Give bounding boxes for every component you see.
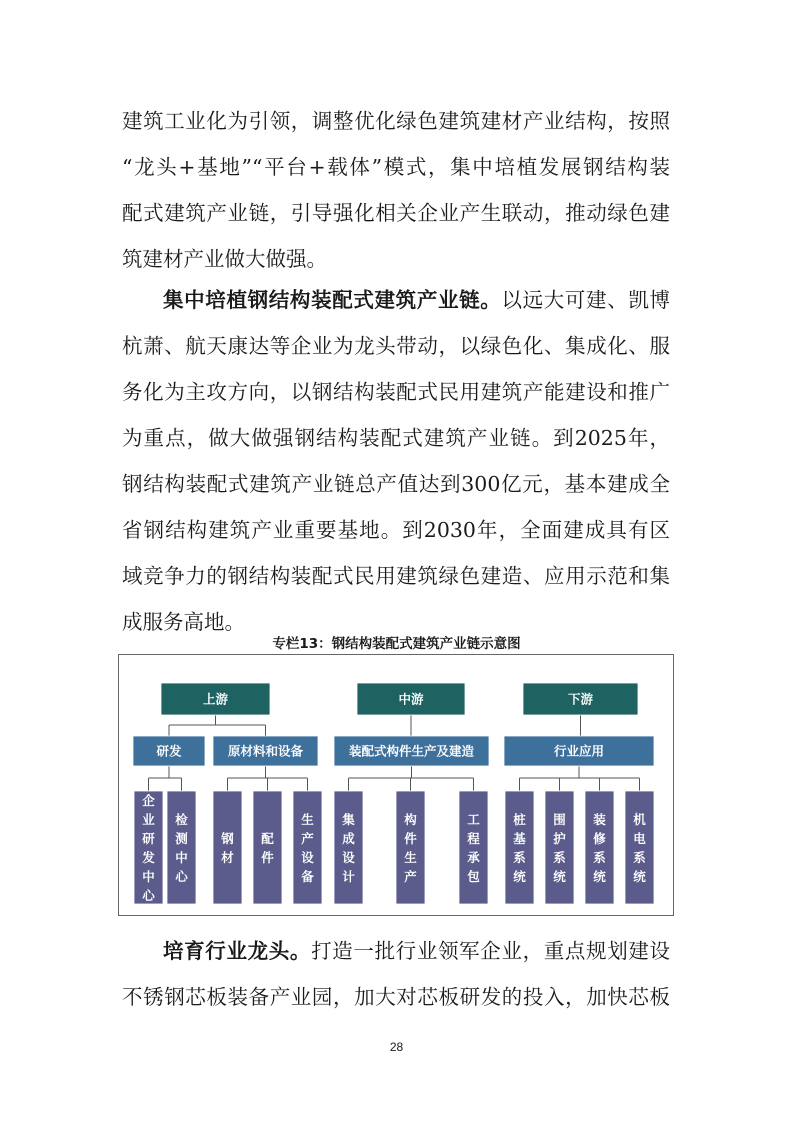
item-label: 企业研发中心 <box>142 792 155 903</box>
segment-label: 研发 <box>156 743 182 759</box>
text-line: “龙头+基地”“平台+载体”模式，集中培植发展钢结构装 <box>122 155 670 179</box>
text-line: 配式建筑产业链，引导强化相关企业产生联动，推动绿色建 <box>122 201 670 225</box>
item-box <box>253 791 282 904</box>
text-line: 务化为主攻方向，以钢结构装配式民用建筑产能建设和推广 <box>122 380 670 404</box>
text-line: 省钢结构建筑产业重要基地。到2030年，全面建成具有区 <box>122 518 670 542</box>
stage-label: 上游 <box>202 691 229 707</box>
page-number: 28 <box>389 1040 404 1054</box>
stage-label: 中游 <box>398 691 424 707</box>
item-box <box>545 791 574 904</box>
stage-label: 下游 <box>567 691 594 707</box>
item-label: 桩基系统 <box>513 811 526 884</box>
text-line: 成服务高地。 <box>122 610 245 634</box>
item-box <box>396 791 425 904</box>
segment-label: 原材料和设备 <box>227 743 304 759</box>
segment-label: 装配式构件生产及建造 <box>348 743 475 759</box>
paragraph-heading: 培育行业龙头。 <box>163 939 312 963</box>
item-label: 围护系统 <box>553 811 566 884</box>
item-label: 构件生产 <box>404 811 417 884</box>
item-box <box>505 791 534 904</box>
item-label: 机电系统 <box>633 811 646 884</box>
text-run: 以远大可建、凯博 <box>501 288 671 312</box>
industry-chain-diagram <box>118 654 674 916</box>
paragraph-intro <box>122 98 670 282</box>
text-line: 钢结构装配式建筑产业链总产值达到300亿元，基本建成全 <box>122 472 670 496</box>
item-label: 装修系统 <box>593 811 606 884</box>
text-line: 域竞争力的钢结构装配式民用建筑绿色建造、应用示范和集 <box>122 564 670 588</box>
text-line: 筑建材产业做大做强。 <box>122 247 327 271</box>
item-box <box>293 791 322 904</box>
text-line: 建筑工业化为引领，调整优化绿色建筑建材产业结构，按照 <box>122 109 670 133</box>
item-box <box>213 791 242 904</box>
segment-label: 行业应用 <box>553 743 605 759</box>
item-box <box>459 791 488 904</box>
text-line: 为重点，做大做强钢结构装配式建筑产业链。到2025年， <box>122 426 670 450</box>
paragraph-leaders <box>122 928 670 1020</box>
text-run: 打造一批行业领军企业，重点规划建设 <box>311 939 671 963</box>
item-label: 配件 <box>261 830 274 865</box>
item-box <box>625 791 654 904</box>
item-box <box>167 791 196 904</box>
item-label: 集成设计 <box>342 811 355 884</box>
paragraph-heading: 集中培植钢结构装配式建筑产业链。 <box>163 288 502 312</box>
box-caption: 专栏13：钢结构装配式建筑产业链示意图 <box>272 636 521 652</box>
paragraph-steel-chain <box>122 277 670 645</box>
item-label: 钢材 <box>221 830 234 865</box>
item-label: 生产设备 <box>301 811 314 884</box>
text-line <box>122 277 670 323</box>
text-line: 不锈钢芯板装备产业园，加大对芯板研发的投入，加快芯板 <box>122 985 670 1009</box>
item-box <box>334 791 363 904</box>
text-line <box>122 928 670 974</box>
item-label: 工程承包 <box>467 811 480 884</box>
item-box <box>585 791 614 904</box>
text-line: 杭萧、航天康达等企业为龙头带动，以绿色化、集成化、服 <box>122 334 670 358</box>
item-label: 检测中心 <box>175 811 188 884</box>
